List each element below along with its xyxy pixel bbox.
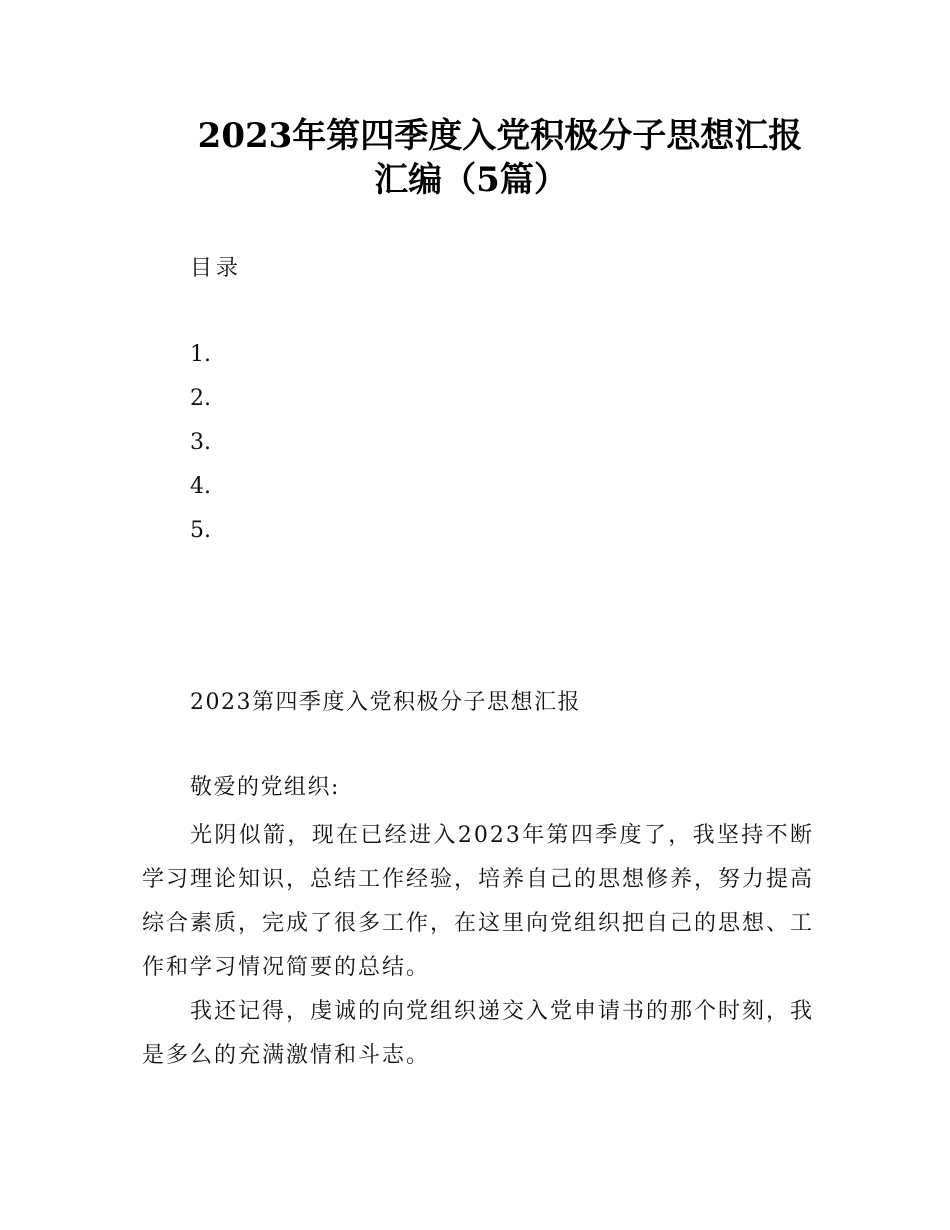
toc-item: 3. (190, 430, 211, 455)
body-paragraph: 光阴似箭，现在已经进入2023年第四季度了，我坚持不断学习理论知识，总结工作经验，培养自己的思想修养，努力提高综合素质，完成了很多工作，在这里向党组织把自己的思想、工作和学习情况简要的总结。 (142, 823, 815, 980)
toc-item: 5. (190, 518, 211, 543)
toc-item: 4. (190, 474, 211, 499)
toc-heading: 目录 (190, 256, 243, 281)
document-title-line1: 2023年第四季度入党积极分子思想汇报 (197, 116, 803, 156)
section-title: 2023第四季度入党积极分子思想汇报 (190, 690, 581, 715)
salutation: 敬爱的党组织: (190, 775, 340, 800)
toc-list (190, 340, 211, 560)
toc-item: 1. (190, 342, 211, 367)
body-paragraph: 我还记得，虔诚的向党组织递交入党申请书的那个时刻，我是多么的充满激情和斗志。 (142, 999, 815, 1068)
toc-item: 2. (190, 386, 211, 411)
document-title-line2: 汇编（5篇） (374, 160, 568, 200)
